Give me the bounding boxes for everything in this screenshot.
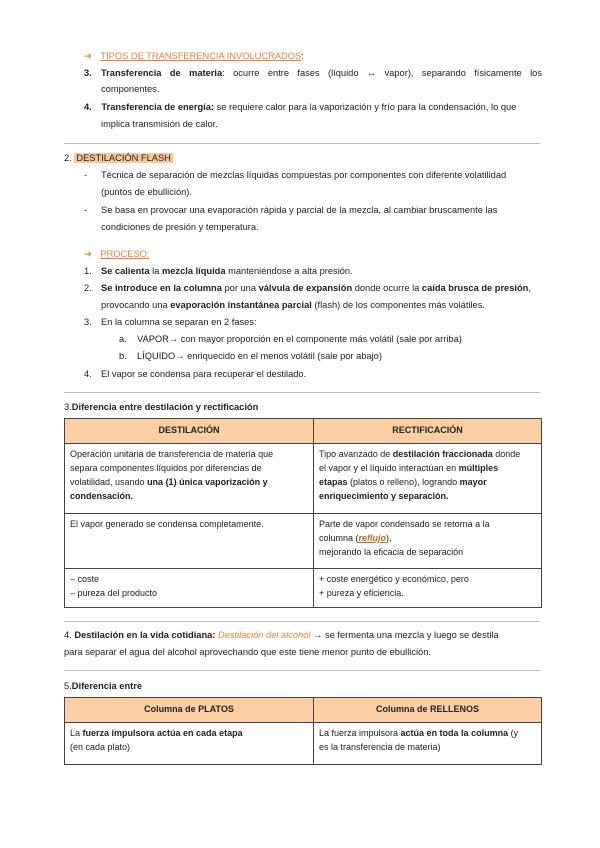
transfer-item-4-cont: implica transmisión de calor. (101, 119, 218, 129)
table-cell: Tipo avanzado de destilación fraccionada donde el vapor y el líquido interactúan en múltiples etapas (platos o relleno), logrando mayor enriquecimiento y separación. (314, 444, 542, 514)
flash-bullet-text: (puntos de ebullición). (101, 187, 192, 197)
step-2-cont: provocando una evaporación instantánea parcial (flash) de los componentes más volátiles. (101, 300, 485, 310)
flash-bullet: - (84, 205, 88, 215)
step-number: 4. (84, 369, 92, 379)
everyday-distillation-cont: para separar el agua del alcohol aprovechando que este tiene menor punto de ebullición. (64, 647, 431, 657)
transfer-item-3: 3. Transferencia de materia: ocurre entre fases (líquido ↔ vapor), separando físicamente los (84, 68, 542, 78)
diff-heading: 3.Diferencia entre destilación y rectificación (64, 402, 259, 412)
columns-heading: 5.Diferencia entre (64, 681, 143, 691)
process-heading: ➔ PROCESO: (84, 249, 150, 259)
table-header: Columna de PLATOS (65, 698, 314, 723)
flash-bullet-text: condiciones de presión y temperatura. (101, 222, 259, 232)
divider (64, 621, 540, 622)
sub-step-b: LÍQUIDO→ enriquecido en el menos volátil (sale por abajo) (137, 351, 382, 361)
reflux-term: reflujo (358, 532, 387, 543)
step-number: 2. (84, 283, 92, 293)
step-3: En la columna se separan en 2 fases: (101, 317, 257, 327)
transfer-item-4: 4. Transferencia de energía: se requiere calor para la vaporización y frío para la condensación, lo que (84, 102, 517, 112)
sub-step-letter: a. (119, 334, 127, 344)
step-number: 1. (84, 266, 92, 276)
flash-title: DESTILACIÓN FLASH (76, 153, 171, 163)
step-1: Se calienta la mezcla líquida manteniéndose a alta presión. (101, 266, 353, 276)
flash-bullet-text: Técnica de separación de mezclas líquidas compuestas por componentes con diferente volatilidad (101, 170, 507, 180)
arrow-right-icon: ➔ (84, 249, 92, 259)
flash-bullet-text: Se basa en provocar una evaporación rápida y parcial de la mezcla, al cambiar bruscamente las (101, 205, 498, 215)
step-2: Se introduce en la columna por una válvula de expansión donde ocurre la caída brusca de presión, (101, 283, 531, 293)
sub-step-letter: b. (119, 351, 127, 361)
table-cell: El vapor generado se condensa completamente. (65, 514, 314, 569)
flash-heading: 2. DESTILACIÓN FLASH (64, 153, 171, 163)
table-cell: Parte de vapor condensado se retorna a la columna (reflujo), mejorando la eficacia de separación (314, 514, 542, 569)
table-cell: Operación unitaria de transferencia de materia que separa componentes líquidos por diferencias de volatilidad, usando una (1) única vaporización y condensación. (65, 444, 314, 514)
transfer-item-3-cont: componentes. (101, 84, 160, 94)
transfer-heading: ➔ TIPOS DE TRANSFERENCIA INVOLUCRADOS: (84, 51, 304, 61)
table-cell: La fuerza impulsora actúa en toda la columna (y es la transferencia de materia) (314, 723, 542, 765)
table-header: Columna de RELLENOS (314, 698, 542, 723)
columns-table (64, 697, 542, 765)
table-cell: – coste – pureza del producto (65, 569, 314, 608)
step-4: El vapor se condensa para recuperar el destilado. (101, 369, 307, 379)
sub-step-a: VAPOR→ con mayor proporción en el componente más volátil (sale por arriba) (137, 334, 462, 344)
table-cell: La fuerza impulsora actúa en cada etapa (en cada plato) (65, 723, 314, 765)
divider (64, 143, 540, 144)
everyday-distillation: 4. Destilación en la vida cotidiana: Destilación del alcohol → se fermenta una mezcla y luego se destila (64, 630, 499, 640)
transfer-title: TIPOS DE TRANSFERENCIA INVOLUCRADOS (100, 51, 302, 61)
distillation-rectification-table (64, 418, 542, 608)
divider (64, 392, 540, 393)
table-cell: + coste energético y económico, pero + pureza y eficiencia. (314, 569, 542, 608)
table-header: DESTILACIÓN (65, 419, 314, 444)
step-number: 3. (84, 317, 92, 327)
arrow-right-icon: ➔ (84, 51, 92, 61)
table-header: RECTIFICACIÓN (314, 419, 542, 444)
divider (64, 670, 540, 671)
flash-bullet: - (84, 170, 88, 180)
